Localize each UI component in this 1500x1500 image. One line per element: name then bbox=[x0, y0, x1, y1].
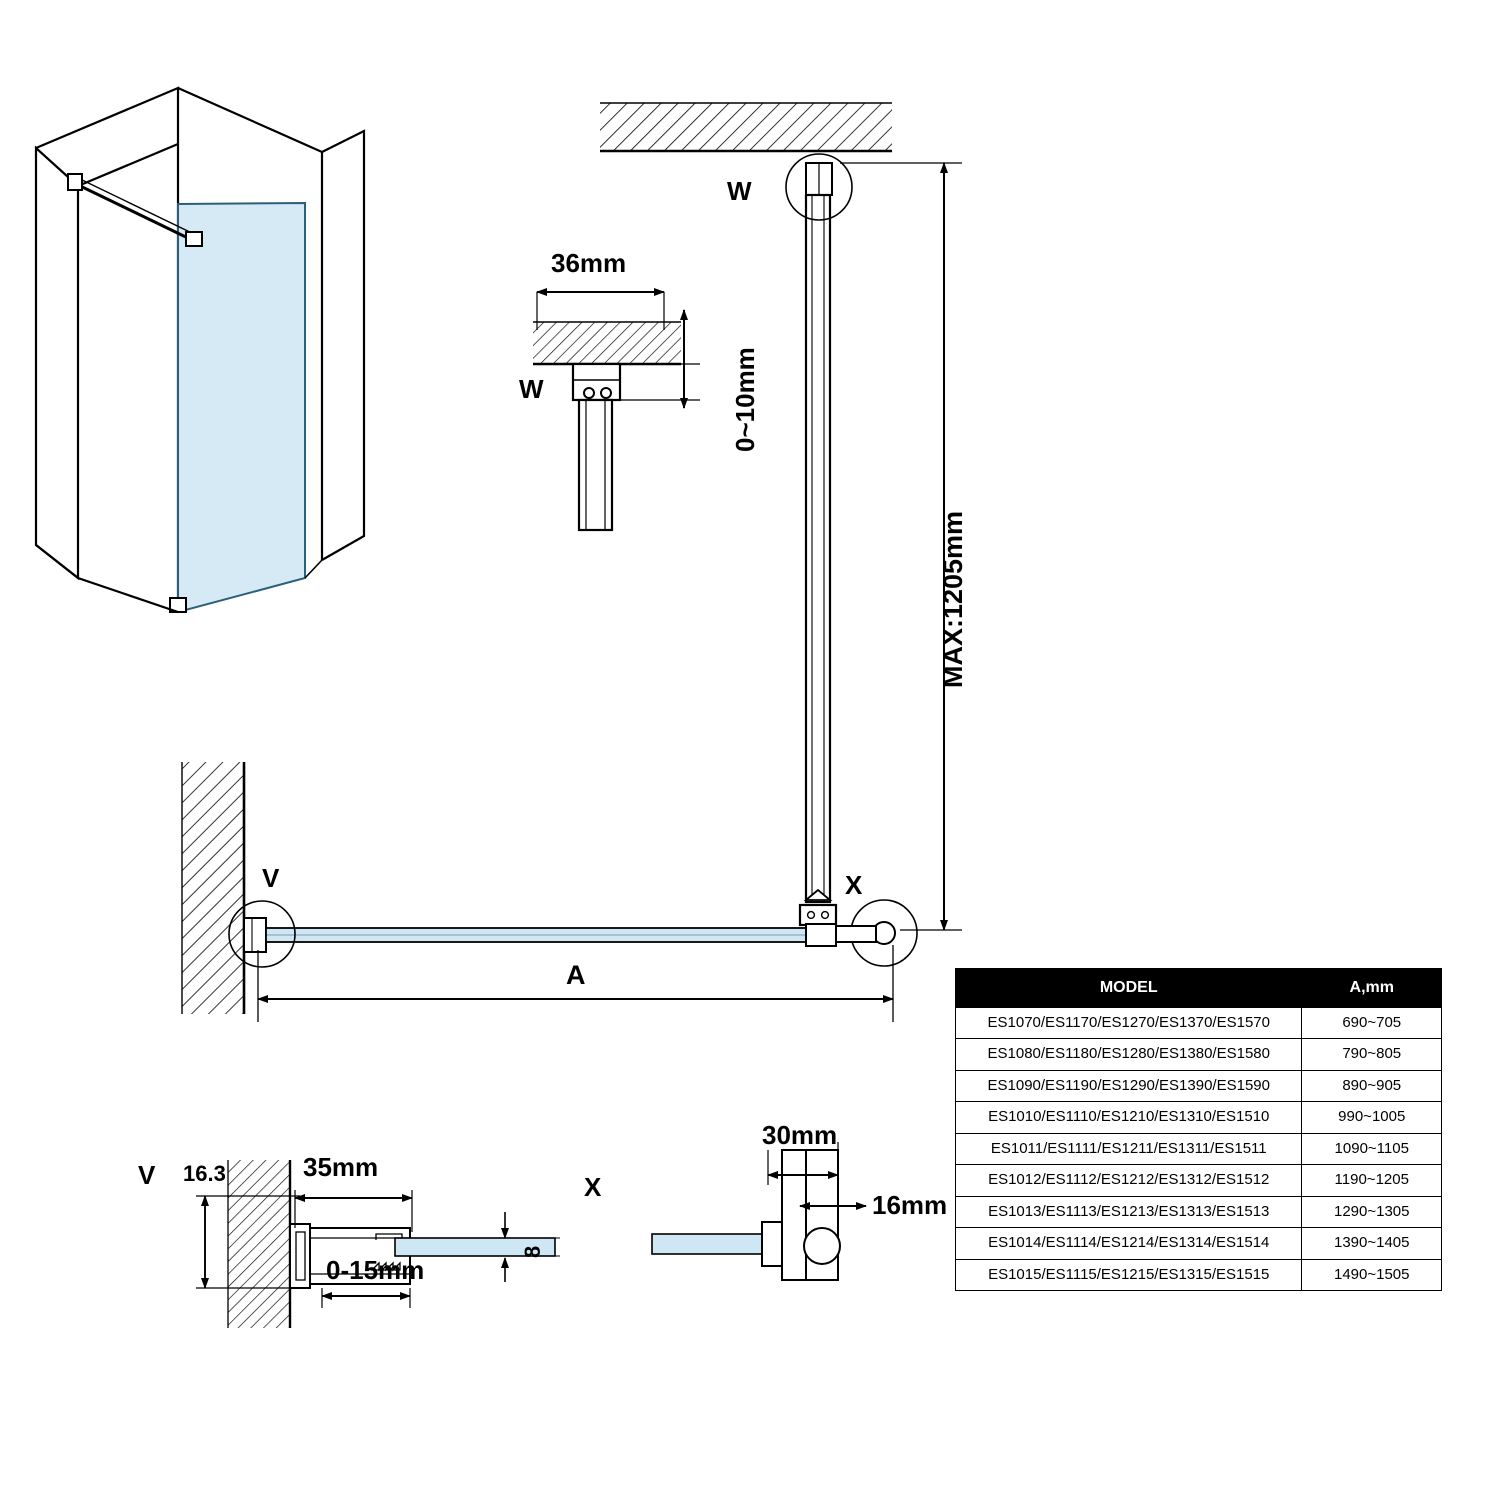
table-cell-model: ES1090/ES1190/ES1290/ES1390/ES1590 bbox=[956, 1070, 1302, 1102]
table-row bbox=[956, 1133, 1442, 1165]
label-v-plan: V bbox=[262, 863, 280, 893]
plan-view bbox=[182, 762, 895, 1022]
table-cell-model: ES1014/ES1114/ES1214/ES1314/ES1514 bbox=[956, 1228, 1302, 1260]
table-row bbox=[956, 1039, 1442, 1071]
table-cell-a: 890~905 bbox=[1302, 1070, 1442, 1102]
table-cell-a: 1190~1205 bbox=[1302, 1165, 1442, 1197]
table-row bbox=[956, 1228, 1442, 1260]
dim-0-10mm: 0~10mm bbox=[730, 347, 760, 452]
table-cell-model: ES1011/ES1111/ES1211/ES1311/ES1511 bbox=[956, 1133, 1302, 1165]
table-cell-a: 1290~1305 bbox=[1302, 1196, 1442, 1228]
model-spec-table bbox=[955, 968, 1442, 1291]
table-header-a: A,mm bbox=[1302, 969, 1442, 1008]
dim-16-3: 16.3 bbox=[183, 1161, 226, 1186]
perspective-view bbox=[36, 88, 364, 612]
table-row bbox=[956, 1259, 1442, 1291]
label-w-elevation: W bbox=[727, 176, 752, 206]
dim-30mm: 30mm bbox=[762, 1120, 838, 1150]
v-detail-view bbox=[196, 1160, 560, 1328]
label-v-detail: V bbox=[138, 1160, 156, 1190]
table-cell-model: ES1012/ES1112/ES1212/ES1312/ES1512 bbox=[956, 1165, 1302, 1197]
table-cell-model: ES1070/ES1170/ES1270/ES1370/ES1570 bbox=[956, 1007, 1302, 1039]
table-row bbox=[956, 1007, 1442, 1039]
table-header-row bbox=[956, 969, 1442, 1008]
table-cell-model: ES1080/ES1180/ES1280/ES1380/ES1580 bbox=[956, 1039, 1302, 1071]
elevation-view bbox=[600, 103, 962, 966]
dim-16mm: 16mm bbox=[872, 1190, 948, 1220]
dim-max-height: MAX:1205mm bbox=[938, 510, 968, 688]
table-row bbox=[956, 1102, 1442, 1134]
table-cell-a: 990~1005 bbox=[1302, 1102, 1442, 1134]
dim-35mm: 35mm bbox=[303, 1152, 379, 1182]
table-row bbox=[956, 1196, 1442, 1228]
dim-36mm: 36mm bbox=[551, 248, 627, 278]
label-x-plan: X bbox=[845, 870, 863, 900]
label-w-detail: W bbox=[519, 374, 544, 404]
table-row bbox=[956, 1070, 1442, 1102]
dim-glass-8mm: 8 bbox=[520, 1245, 545, 1258]
dim-a: A bbox=[566, 960, 586, 990]
table-cell-model: ES1010/ES1110/ES1210/ES1310/ES1510 bbox=[956, 1102, 1302, 1134]
dim-0-15mm: 0-15mm bbox=[326, 1255, 425, 1285]
table-cell-a: 1390~1405 bbox=[1302, 1228, 1442, 1260]
table-cell-a: 1090~1105 bbox=[1302, 1133, 1442, 1165]
w-detail-view bbox=[533, 164, 815, 530]
table-cell-model: ES1013/ES1113/ES1213/ES1313/ES1513 bbox=[956, 1196, 1302, 1228]
label-x-detail: X bbox=[584, 1172, 602, 1202]
x-detail-view bbox=[652, 1142, 866, 1280]
table-cell-a: 790~805 bbox=[1302, 1039, 1442, 1071]
table-cell-a: 690~705 bbox=[1302, 1007, 1442, 1039]
table-cell-model: ES1015/ES1115/ES1215/ES1315/ES1515 bbox=[956, 1259, 1302, 1291]
table-header-model: MODEL bbox=[956, 969, 1302, 1008]
table-cell-a: 1490~1505 bbox=[1302, 1259, 1442, 1291]
table-row bbox=[956, 1165, 1442, 1197]
